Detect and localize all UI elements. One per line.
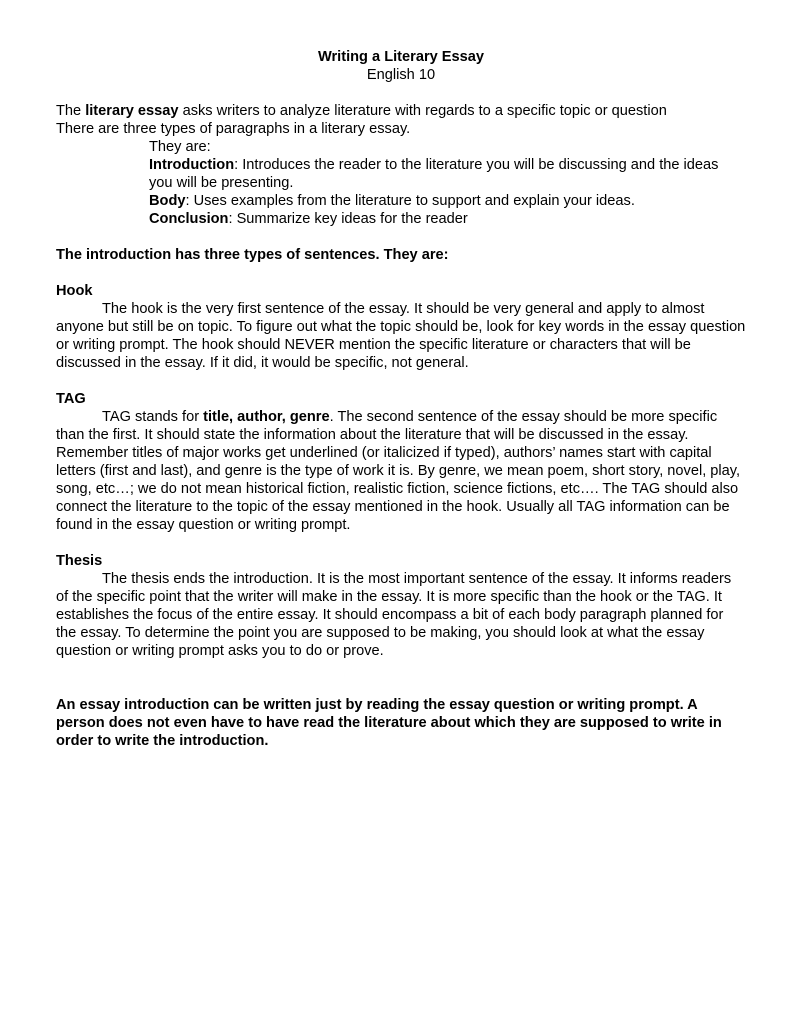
closing-statement: An essay introduction can be written just by reading the essay question or writing prompt. A person does not even have to have read the literature about which they are supposed to write in order to write the introduction. [56,697,722,749]
paragraph-type-desc: : Introduces the reader to the literature you will be discussing and the ideas you will be presenting. [149,157,719,191]
spacer [56,660,746,678]
tag-pre: TAG stands for [102,409,204,425]
paragraph-type-term: Conclusion [149,211,229,227]
document-title: Writing a Literary Essay [317,49,484,65]
paragraph-type-desc: : Uses examples from the literature to support and explain your ideas. [185,193,635,209]
spacer [56,372,746,390]
document-subtitle: English 10 [366,67,436,83]
spacer [56,228,746,246]
spacer [56,534,746,552]
spacer [56,84,746,102]
tag-term: title, author, genre [203,409,330,425]
spacer [56,264,746,282]
document-page [56,48,746,750]
tag-post: . The second sentence of the essay should be more specific than the first. It should state the information about the literature that will be discussed in the essay. Remember titles of major works get underlined (or italicized if typed), authors’ names start with capital letters (first and last), and genre is the type of work it is. By genre, we mean poem, short story, novel, play, song, etc…; we do not mean historical fiction, realistic fiction, science fictions, etc…. The TAG should also connect the literature to the topic of the essay mentioned in the hook. Usually all TAG information can be found in the essay question or writing prompt. [56,409,741,533]
paragraph-type-introduction [149,156,746,192]
intro-pre: The [56,103,86,119]
intro-sentences-heading: The introduction has three types of sentences. They are: [56,247,449,263]
intro-literary-essay-term: literary essay [85,103,179,119]
paragraph-types-list [149,138,746,228]
intro-line-2: There are three types of paragraphs in a literary essay. [56,121,411,137]
paragraph-type-body [149,192,746,210]
paragraph-type-term: Body [149,193,186,209]
spacer [56,678,746,696]
thesis-body: The thesis ends the introduction. It is the most important sentence of the essay. It informs readers of the specific point that the writer will make in the essay. It is more specific than the hook or the TAG. It establishes the focus of the entire essay. It should encompass a bit of each body paragraph planned for the essay. To determine the point you are supposed to be making, you should look at what the essay question or writing prompt asks you to do or prove. [56,571,732,659]
intro-post: asks writers to analyze literature with regards to a specific topic or question [178,103,667,119]
paragraph-type-desc: : Summarize key ideas for the reader [228,211,468,227]
they-are-label: They are: [149,139,211,155]
paragraph-type-conclusion [149,210,746,228]
thesis-heading: Thesis [56,553,103,569]
intro-line-1 [56,102,746,120]
paragraph-type-term: Introduction [149,157,235,173]
hook-heading: Hook [56,283,93,299]
hook-body: The hook is the very first sentence of the essay. It should be very general and apply to almost anyone but still be on topic. To figure out what the topic should be, look for key words in the essay question or writing prompt. The hook should NEVER mention the specific literature or characters that will be discussed in the essay. If it did, it would be specific, not general. [56,301,746,371]
tag-body [56,408,746,534]
tag-heading: TAG [56,391,86,407]
